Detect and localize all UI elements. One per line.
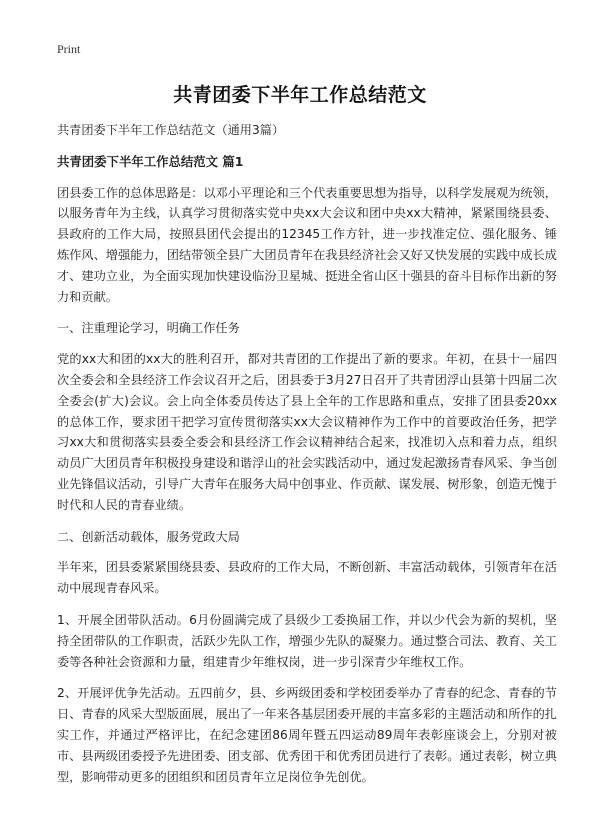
document-subtitle: 共青团委下半年工作总结范文（通用3篇） [57,123,285,137]
section-title: 共青团委下半年工作总结范文 篇1 [57,153,244,169]
paragraph-theory-study: 党的xx大和团的xx大的胜利召开，都对共青团的工作提出了新的要求。年初，在县十一届四次全委会和全县经济工作会议召开之后，团县委于3月27日召开了共青团浮山县第十四届二次全委会(扩大)会议。会上向全体委员传达了县上全年的工作思路和重点，安排了团县委20xx的总体工作，要求团干把学习宣传贯彻落实xx大会议精神作为工作中的首要政治任务，把学习xx大和贯彻落实县委全委会和县经济工作会议精神结合起来，找准切入点和着力点，组织动员广大团员青年积极投身建设和谐浮山的社会实践活动中，通过发起激扬青春风采、争当创业先锋倡议活动，引导广大青年在服务大局中创事业、作贡献、谋发展、树形象，创造无愧于时代和人民的青春业绩。 [57,352,557,512]
document-body [57,120,557,798]
paragraph-half-year: 半年来，团县委紧紧围绕县委、县政府的工作大局，不断创新、丰富活动载体，引领青年在活动中展现青春风采。 [57,560,557,596]
paragraph-intro: 团县委工作的总体思路是：以邓小平理论和三个代表重要思想为指导，以科学发展观为统领，以服务青年为主线，认真学习贯彻落实党中央xx大会议和团中央xx大精神，紧紧围绕县委、县政府的工作大局，按照县团代会提出的12345工作方针，进一步找准定位、强化服务、锤炼作风、增强能力，团结带领全县广大团员青年在我县经济社会又好又快发展的实践中成长成才、建功立业，为全面实现加快建设临汾卫星城、挺进全省山区十强县的奋斗目标作出新的努力和贡献。 [57,185,557,304]
page-title: 共青团委下半年工作总结范文 [173,84,427,106]
heading-activity-innovation: 二、创新活动载体，服务党政大局 [57,529,240,544]
heading-theory-study: 一、注重理论学习，明确工作任务 [57,321,240,336]
print-label[interactable]: Print [57,42,81,56]
paragraph-item-1: 1、开展全团带队活动。6月份圆满完成了县级少工委换届工作，并以少代会为新的契机，坚持全团带队的工作职责，活跃少先队工作，增强少先队的凝聚力。通过整合司法、教育、关工委等各种社会资源和力量，组建青少年维权岗，进一步引深青少年维权工作。 [57,612,557,669]
paragraph-item-2: 2、开展评优争先活动。五四前夕，县、乡两级团委和学校团委举办了青春的纪念、青春的节日、青春的风采大型版面展，展出了一年来各基层团委开展的丰富多彩的主题活动和所作的扎实工作，并通过严格评比，在纪念建团86周年暨五四运动89周年表彰座谈会上，分别对被市、县两级团委授予先进团委、团支部、优秀团干和优秀团员进行了表彰。通过表彰，树立典型，影响带动更多的团组织和团员青年立足岗位争先创优。 [57,686,557,784]
